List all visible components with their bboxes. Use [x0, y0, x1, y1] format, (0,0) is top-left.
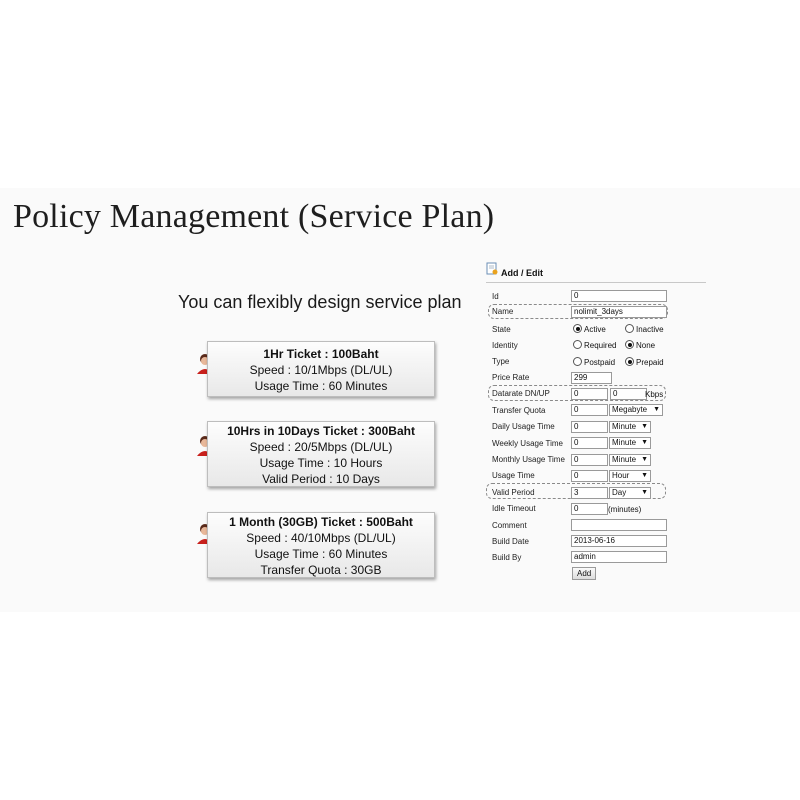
ticket-card-1month [207, 512, 435, 578]
type-label: Type [492, 357, 510, 366]
usage-time-unit-select[interactable]: Hour ▼ [609, 470, 651, 482]
ticket-heading: 1Hr Ticket : 100Baht [263, 347, 379, 361]
daily-usage-label: Daily Usage Time [492, 422, 555, 431]
state-radio-active[interactable]: Active [573, 324, 606, 334]
datarate-down-field[interactable]: 0 [571, 388, 608, 400]
ticket-speed: Speed : 20/5Mbps (DL/UL) [249, 440, 393, 454]
radio-icon [573, 357, 582, 366]
transfer-quota-label: Transfer Quota [492, 406, 546, 415]
form-title: Add / Edit [501, 268, 543, 278]
datarate-label: Datarate DN/UP [492, 389, 550, 398]
ticket-usage-time: Usage Time : 10 Hours [259, 456, 383, 470]
ticket-heading: 1 Month (30GB) Ticket : 500Baht [229, 515, 413, 529]
valid-period-unit-select[interactable]: Day ▼ [609, 487, 651, 499]
weekly-usage-unit-select[interactable]: Minute ▼ [609, 437, 651, 449]
radio-icon [573, 340, 582, 349]
chevron-down-icon: ▼ [653, 406, 660, 413]
monthly-usage-label: Monthly Usage Time [492, 455, 565, 464]
usage-time-label: Usage Time [492, 471, 535, 480]
weekly-usage-label: Weekly Usage Time [492, 439, 563, 448]
transfer-quota-unit-select[interactable]: Megabyte ▼ [609, 404, 663, 416]
state-label: State [492, 325, 511, 334]
valid-period-label: Valid Period [492, 488, 535, 497]
chevron-down-icon: ▼ [641, 472, 648, 479]
form-divider [486, 282, 706, 283]
build-by-field[interactable]: admin [571, 551, 667, 563]
usage-time-field[interactable]: 0 [571, 470, 608, 482]
weekly-usage-field[interactable]: 0 [571, 437, 608, 449]
datarate-up-field[interactable]: 0 [610, 388, 647, 400]
identity-label: Identity [492, 341, 518, 350]
identity-radio-required[interactable]: Required [573, 340, 616, 350]
add-edit-icon [486, 262, 498, 275]
radio-icon [625, 357, 634, 366]
ticket-card-10hrs [207, 421, 435, 487]
ticket-speed: Speed : 10/1Mbps (DL/UL) [249, 363, 393, 377]
ticket-usage-time: Usage Time : 60 Minutes [254, 379, 388, 393]
name-label: Name [492, 307, 514, 316]
daily-usage-unit-select[interactable]: Minute ▼ [609, 421, 651, 433]
ticket-card-1hr [207, 341, 435, 397]
radio-icon [625, 324, 634, 333]
comment-label: Comment [492, 521, 527, 530]
daily-usage-field[interactable]: 0 [571, 421, 608, 433]
radio-icon [573, 324, 582, 333]
idle-timeout-label: Idle Timeout [492, 504, 536, 513]
identity-radio-none[interactable]: None [625, 340, 655, 350]
idle-timeout-field[interactable]: 0 [571, 503, 608, 515]
ticket-heading: 10Hrs in 10Days Ticket : 300Baht [227, 424, 415, 438]
monthly-usage-field[interactable]: 0 [571, 454, 608, 466]
slide-title: Policy Management (Service Plan) [13, 198, 495, 235]
build-by-label: Build By [492, 553, 522, 562]
build-date-label: Build Date [492, 537, 529, 546]
add-button[interactable]: Add [572, 567, 596, 580]
price-rate-field[interactable]: 299 [571, 372, 612, 384]
chevron-down-icon: ▼ [641, 489, 648, 496]
type-radio-prepaid[interactable]: Prepaid [625, 357, 664, 367]
ticket-transfer-quota: Transfer Quota : 30GB [260, 563, 382, 577]
radio-icon [625, 340, 634, 349]
ticket-valid-period: Valid Period : 10 Days [262, 472, 380, 486]
transfer-quota-field[interactable]: 0 [571, 404, 608, 416]
idle-timeout-unit: (minutes) [608, 505, 642, 514]
chevron-down-icon: ▼ [641, 439, 648, 446]
datarate-unit: Kbps [645, 390, 664, 399]
valid-period-field[interactable]: 3 [571, 487, 608, 499]
chevron-down-icon: ▼ [641, 423, 648, 430]
build-date-field[interactable]: 2013-06-16 [571, 535, 667, 547]
ticket-usage-time: Usage Time : 60 Minutes [254, 547, 388, 561]
state-radio-inactive[interactable]: Inactive [625, 324, 664, 334]
comment-field[interactable] [571, 519, 667, 531]
price-rate-label: Price Rate [492, 373, 530, 382]
ticket-speed: Speed : 40/10Mbps (DL/UL) [246, 531, 396, 545]
type-radio-postpaid[interactable]: Postpaid [573, 357, 615, 367]
chevron-down-icon: ▼ [641, 456, 648, 463]
id-field[interactable]: 0 [571, 290, 667, 302]
name-field[interactable]: nolimit_3days [571, 306, 667, 318]
slide-subtitle: You can flexibly design service plan [178, 292, 462, 312]
id-label: Id [492, 292, 499, 301]
monthly-usage-unit-select[interactable]: Minute ▼ [609, 454, 651, 466]
